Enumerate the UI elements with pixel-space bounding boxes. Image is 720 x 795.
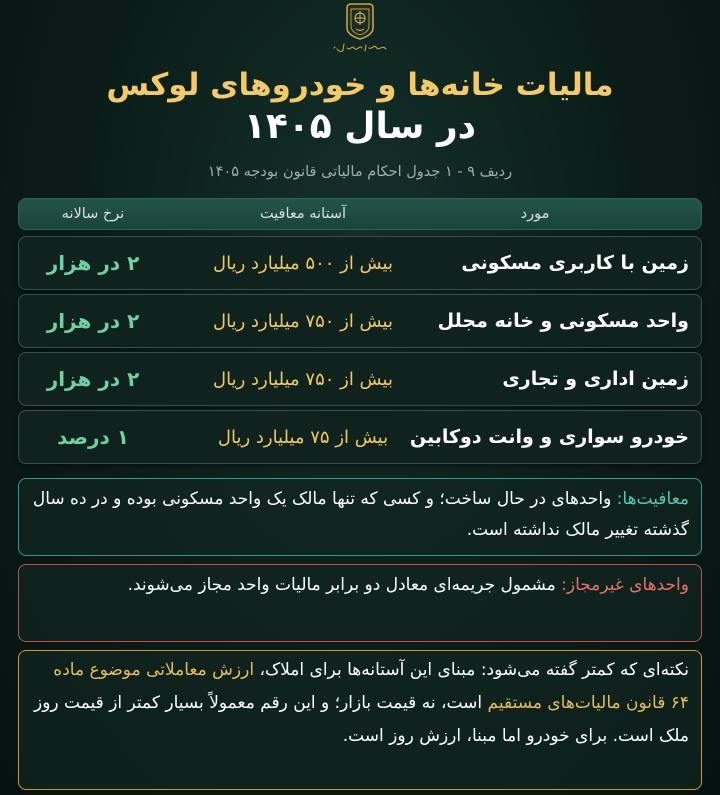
illegal-units-note [18,564,702,642]
illegal-units-note-label: واحدهای غیرمجاز: [561,575,689,595]
row-rate: ۲ در هزار [46,309,140,333]
exemptions-note [18,478,702,556]
tip-note [18,650,702,790]
exemptions-note-label: معافیت‌ها: [616,489,689,509]
brand-logo [330,0,390,56]
column-header-threshold: آستانه معافیت [259,206,347,222]
tip-note-label: نکته‌ای که کمتر گفته می‌شود: [480,660,689,680]
seal-emblem-icon [344,2,376,40]
logo-script-mark [332,40,388,54]
page-title: مالیات خانه‌ها و خودروهای لوکس [106,67,614,103]
table-row [18,352,702,406]
row-rate: ۲ در هزار [46,251,140,275]
table-row [18,294,702,348]
row-item: خودرو سواری و وانت دوکابین [409,426,689,448]
table-header [18,198,702,230]
row-threshold: بیش از ۷۵۰ میلیارد ریال [213,310,393,332]
row-item: زمین اداری و تجاری [502,368,689,390]
table-row [18,236,702,290]
page-title-year: در سال ۱۴۰۵ [243,106,477,147]
column-header-rate: نرخ سالانه [61,206,125,222]
table-row [18,410,702,464]
page-subtitle: ردیف ۹ - ۱ جدول احکام مالیاتی قانون بودجه ۱۴۰۵ [207,164,513,180]
row-item: زمین با کاربری مسکونی [461,252,689,274]
column-header-item: مورد [520,206,550,222]
row-threshold: بیش از ۷۵ میلیارد ریال [217,426,389,448]
row-item: واحد مسکونی و خانه مجلل [437,310,689,332]
tip-note-text-before: مبنای این آستانه‌ها برای املاک، [259,660,476,680]
illegal-units-note-text: مشمول جریمه‌ای معادل دو برابر مالیات واحد مجاز می‌شوند. [127,575,556,595]
row-rate: ۲ در هزار [46,367,140,391]
row-threshold: بیش از ۷۵۰ میلیارد ریال [213,368,393,390]
exemptions-note-text: واحدهای در حال ساخت؛ و کسی که تنها مالک یک واحد مسکونی بوده و در ده سال گذشته تغییر مالک نداشته است. [32,489,689,541]
tip-note-highlight: ارزش معاملاتی موضوع ماده ۶۴ قانون مالیات‌های مستقیم [53,660,689,714]
row-threshold: بیش از ۵۰۰ میلیارد ریال [213,252,393,274]
tip-note-text-after: است، نه قیمت بازار؛ و این رقم معمولاً بسیار کمتر از قیمت روز ملک است. برای خودرو اما مبنا، ارزش روز است. [33,693,689,747]
row-rate: ۱ درصد [57,425,129,449]
